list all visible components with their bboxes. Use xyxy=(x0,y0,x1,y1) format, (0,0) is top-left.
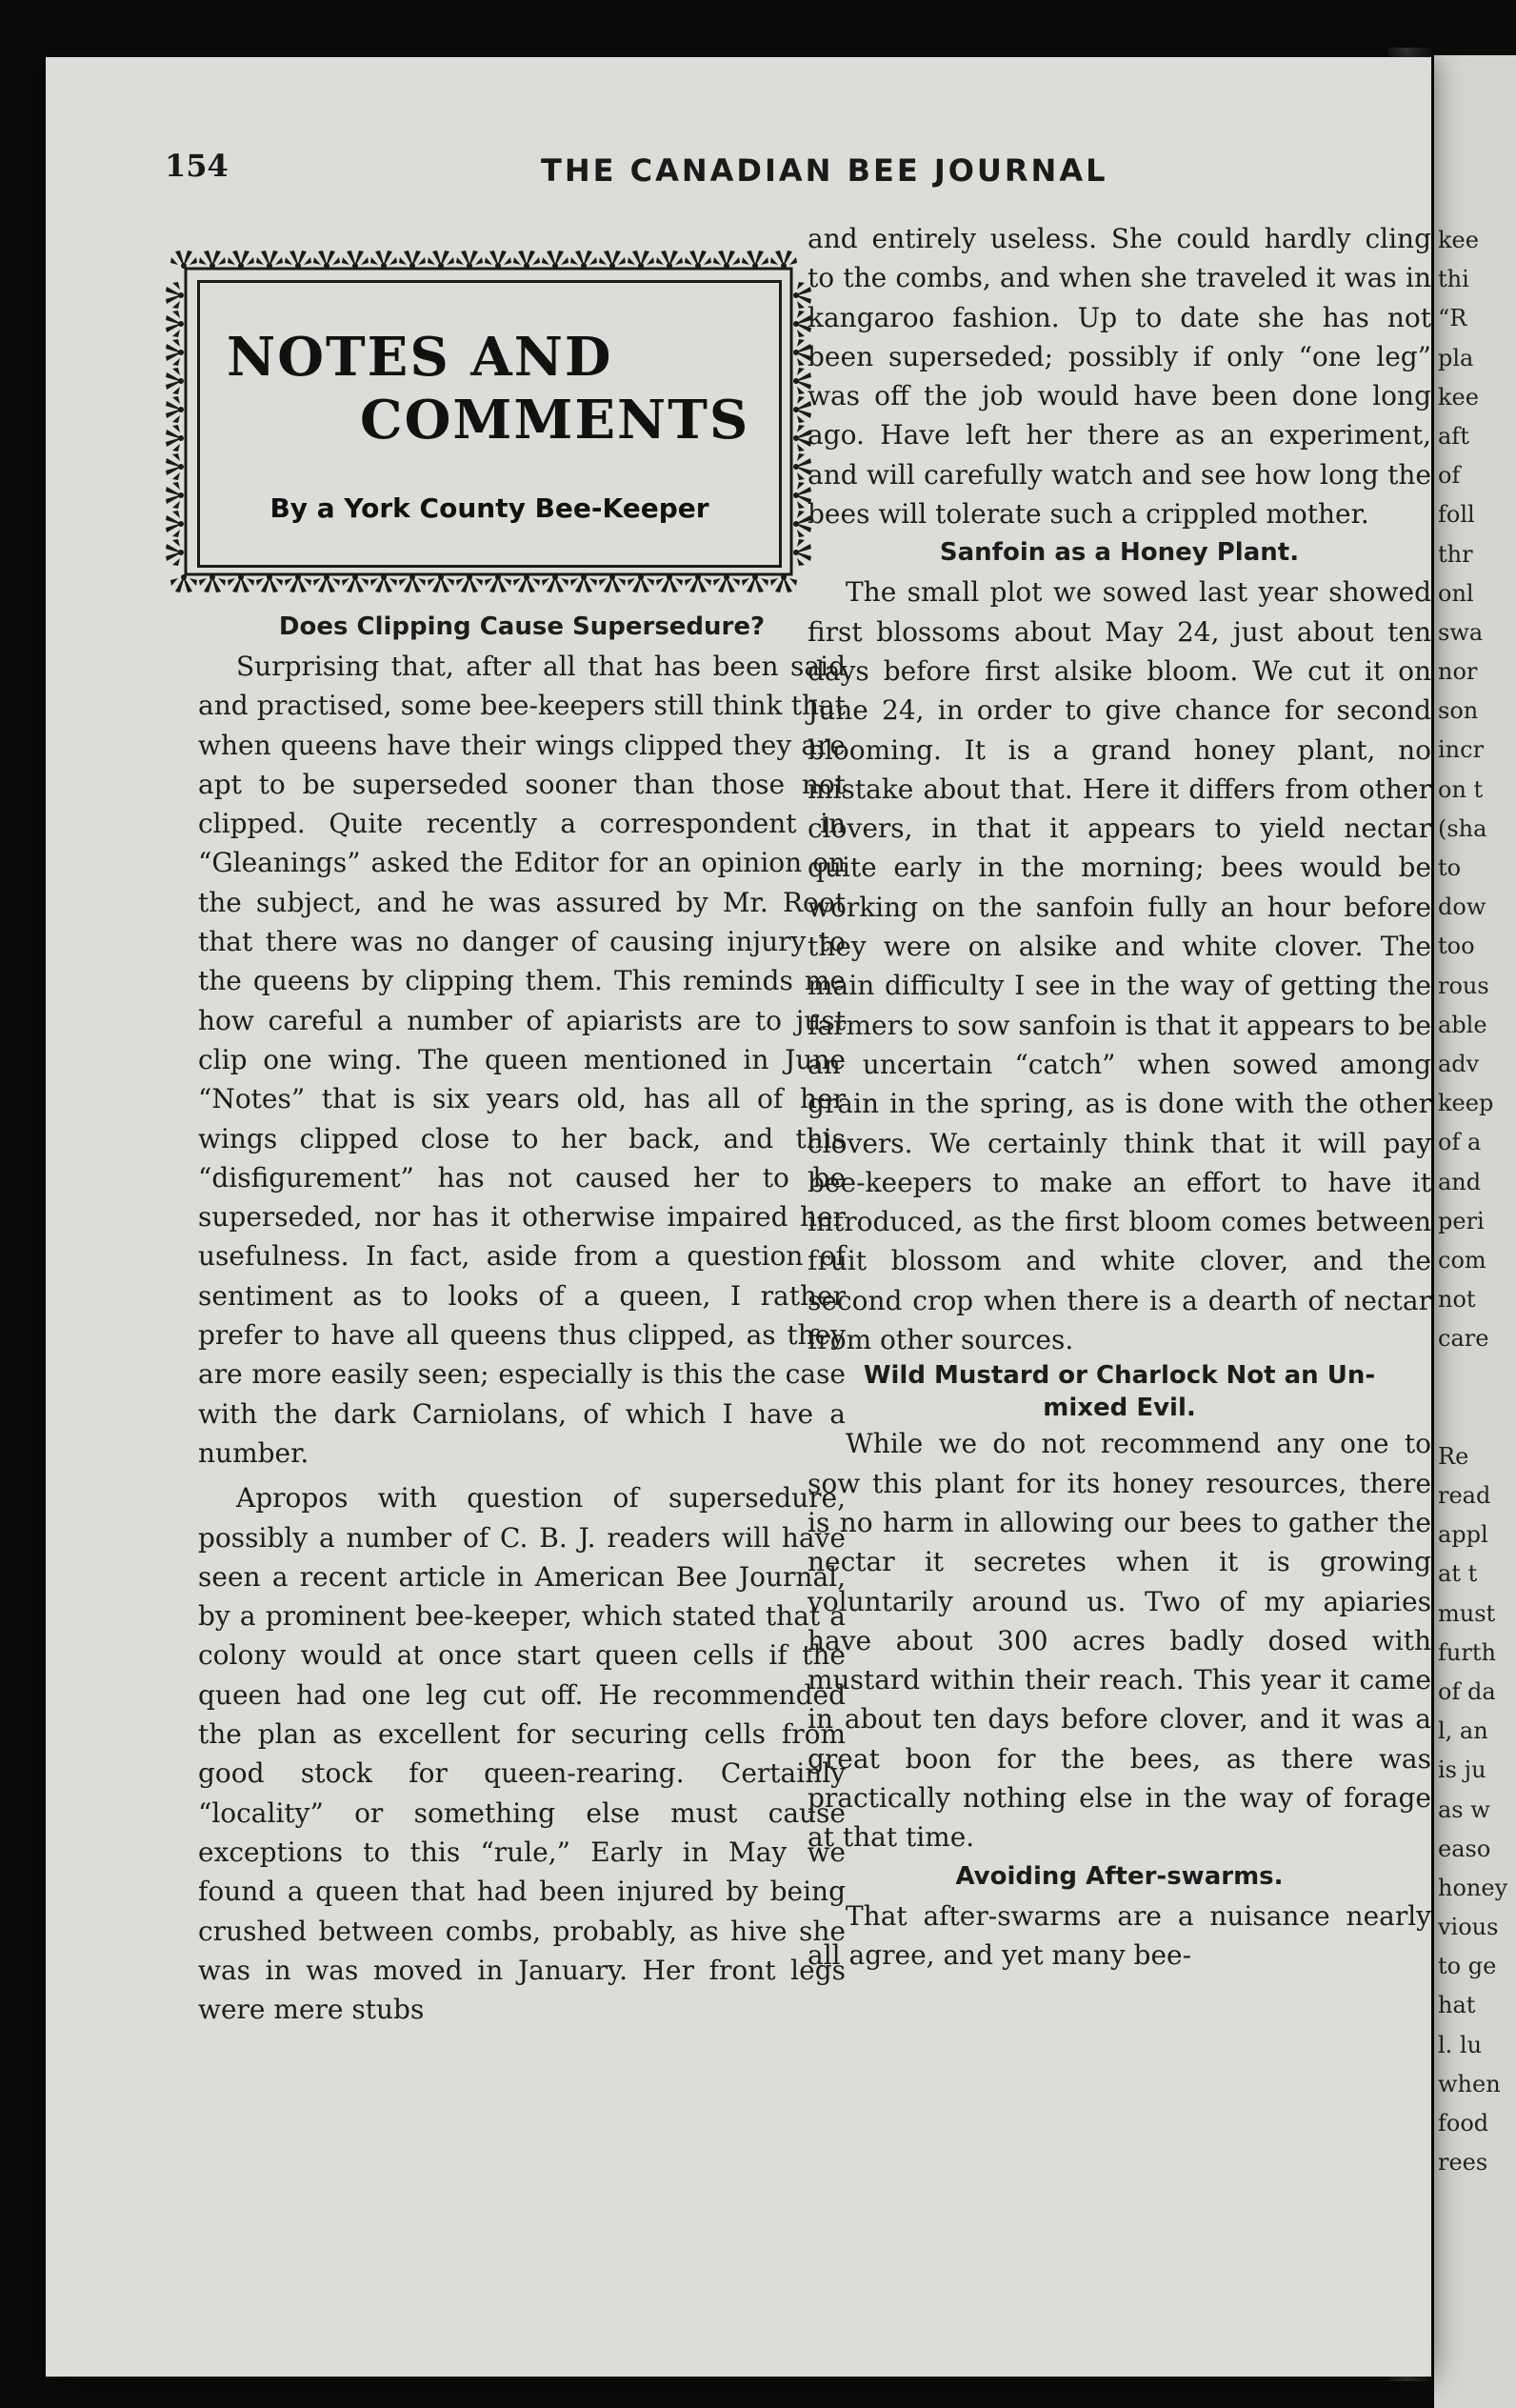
adjacent-page-fragment: is ju xyxy=(1438,1756,1486,1784)
notes-title-line1: NOTES AND xyxy=(227,326,613,389)
adjacent-page-fragment xyxy=(1434,1404,1516,1443)
adjacent-page-fragment: honey xyxy=(1438,1874,1508,1901)
adjacent-page-fragment: care xyxy=(1438,1325,1489,1353)
adjacent-page-fragment: peri xyxy=(1438,1207,1485,1234)
adjacent-page-fragment: Re xyxy=(1438,1442,1469,1470)
right-column xyxy=(808,219,1431,1975)
adjacent-page-fragment: of a xyxy=(1438,1129,1482,1156)
adjacent-page-fragment: rees xyxy=(1438,2149,1488,2177)
paragraph-after-swarms: That after-swarms are a nuisance nearly all agree, and yet many bee- xyxy=(808,1899,1431,1971)
adjacent-page-fragment: l, an xyxy=(1438,1717,1488,1745)
adjacent-page-fragment: easo xyxy=(1438,1835,1491,1862)
paragraph-apropos: Apropos with question of supersedure, possibly a number of C. B. J. readers will have seen a recent article in American Bee Journal, by a prominent bee-keeper, which stated that a colony would at once start queen cells if the queen had one leg cut off. He recommended the plan as excellent for securing cells from good stock for queen-rearing. Certainly “locality” or something else must cause exceptions to this “rule,” Early in May we found a queen that had been injured by being crushed between combs, probably, as hive she was in was moved in January. Her front legs were mere stubs xyxy=(198,1482,846,2026)
adjacent-page-text xyxy=(1434,227,1516,2188)
adjacent-page-fragment: l. lu xyxy=(1438,2031,1483,2058)
adjacent-page-fragment: son xyxy=(1438,697,1479,725)
adjacent-page-fragment: on t xyxy=(1438,775,1484,803)
adjacent-page-fragment: hat xyxy=(1438,1992,1476,2019)
adjacent-page-fragment: thr xyxy=(1438,540,1473,568)
adjacent-page-fragment: (sha xyxy=(1438,814,1487,842)
heading-mustard-line1: Wild Mustard or Charlock Not an Un- xyxy=(863,1361,1376,1391)
adjacent-page-edge xyxy=(1434,55,1516,2408)
adjacent-page-fragment: to xyxy=(1438,854,1462,881)
notes-byline: By a York County Bee-Keeper xyxy=(269,492,709,524)
adjacent-page-fragment: read xyxy=(1438,1482,1491,1509)
paragraph-mustard: While we do not recommend any one to sow this plant for its honey resources, there is no harm in allowing our bees to gather the nectar it secretes when it is growing voluntarily around us. Two of my apiaries have about 300 acres badly dosed with mustard within their reach. This year it came in about ten days before clover, and it was a great boon for the bees, as there was practically nothing else in the way of forage at that time. xyxy=(808,1428,1431,1854)
adjacent-page-fragment: nor xyxy=(1438,658,1478,686)
adjacent-page-fragment: furth xyxy=(1438,1638,1496,1666)
adjacent-page-fragment xyxy=(1434,1364,1516,1403)
adjacent-page-fragment: foll xyxy=(1438,501,1475,529)
adjacent-page-fragment: when xyxy=(1438,2070,1501,2097)
adjacent-page-fragment: incr xyxy=(1438,736,1485,764)
adjacent-page-fragment: dow xyxy=(1438,893,1486,921)
heading-sanfoin: Sanfoin as a Honey Plant. xyxy=(939,538,1300,568)
page-number: 154 xyxy=(165,148,229,184)
adjacent-page-fragment: of da xyxy=(1438,1677,1496,1705)
paragraph-clipping: Surprising that, after all that has been said and practised, some bee-keepers still think that when queens have their wings clipped they are apt to be superseded sooner than those not clipped. Quite recently a correspondent in “Gleanings” asked the Editor for an opinion on the subject, and he was assured by Mr. Root that there was no danger of causing injury to the queens by clipping them. This reminds me how careful a number of apiarists are to just clip one wing. The queen mentioned in June “Notes” that is six years old, has all of her wings clipped close to her back, and this “disfigurement” has not caused her to be superseded, nor has it otherwise impaired her usefulness. In fact, aside from a question of sentiment as to looks of a queen, I rather prefer to have all queens thus clipped, as they are more easily seen; especially is this the case with the dark Carniolans, of which I have a number. xyxy=(198,651,846,1469)
adjacent-page-fragment: kee xyxy=(1438,227,1479,253)
adjacent-page-fragment: not xyxy=(1438,1286,1476,1314)
adjacent-page-fragment: appl xyxy=(1438,1521,1488,1549)
notes-title-line2: COMMENTS xyxy=(360,389,750,452)
adjacent-page-fragment: at t xyxy=(1438,1560,1478,1588)
heading-mustard-line2: mixed Evil. xyxy=(1043,1394,1196,1423)
adjacent-page-fragment: thi xyxy=(1438,266,1469,293)
notes-title xyxy=(227,326,749,452)
heading-after-swarms: Avoiding After-swarms. xyxy=(955,1861,1284,1891)
adjacent-page-fragment: adv xyxy=(1438,1050,1480,1077)
adjacent-page-fragment: vious xyxy=(1438,1914,1499,1941)
adjacent-page-fragment: kee xyxy=(1438,383,1479,411)
heading-mustard xyxy=(808,1359,1431,1424)
paragraph-sanfoin: The small plot we sowed last year showed first blossoms about May 24, just about ten days before first alsike bloom. We cut it on June 24, in order to give chance for second blooming. It is a grand honey plant, no mistake about that. Here it differs from other clovers, in that it appears to yield nectar quite early in the morning; bees would be working on the sanfoin fully an hour before they were on alsike and white clover. The main difficulty I see in the way of getting the farmers to sow sanfoin is that it appears to be an uncertain “catch” when sowed among grain in the spring, as is done with the other clovers. We certainly think that it will pay bee-keepers to make an effort to have it introduced, as the first bloom comes between fruit blossom and white clover, and the second crop when there is a dearth of nectar from other sources. xyxy=(808,576,1431,1356)
adjacent-page-fragment: to ge xyxy=(1438,1953,1497,1980)
adjacent-page-fragment: of xyxy=(1438,462,1461,490)
adjacent-page-fragment: aft xyxy=(1438,422,1469,450)
adjacent-page-fragment: able xyxy=(1438,1011,1487,1038)
adjacent-page-fragment: swa xyxy=(1438,618,1484,646)
adjacent-page-fragment: pla xyxy=(1438,344,1474,371)
adjacent-page-fragment: rous xyxy=(1438,972,1489,999)
journal-title: THE CANADIAN BEE JOURNAL xyxy=(541,152,1108,189)
paragraph-continued: and entirely useless. She could hardly cling to the combs, and when she traveled it was in kangaroo fashion. Up to date she has not been superseded; possibly if only “one leg” was off the job would have been done long ago. Have left her there as an experiment, and will carefully watch and see how long the bees will tolerate such a crippled mother. xyxy=(808,223,1431,531)
heading-clipping: Does Clipping Cause Supersedure? xyxy=(278,612,766,641)
notes-title-panel xyxy=(197,280,782,568)
left-column xyxy=(198,608,846,2029)
journal-page xyxy=(46,57,1431,2377)
adjacent-page-fragment: keep xyxy=(1438,1090,1494,1117)
adjacent-page-fragment: as w xyxy=(1438,1796,1490,1823)
notes-and-comments-box xyxy=(165,248,812,595)
adjacent-page-fragment: “R xyxy=(1438,305,1467,332)
adjacent-page-fragment: and xyxy=(1438,1168,1482,1195)
adjacent-page-fragment: food xyxy=(1438,2110,1489,2137)
adjacent-page-fragment: too xyxy=(1438,933,1475,960)
adjacent-page-fragment: must xyxy=(1438,1599,1496,1627)
adjacent-page-fragment: onl xyxy=(1438,579,1474,607)
adjacent-page-fragment: com xyxy=(1438,1246,1486,1274)
